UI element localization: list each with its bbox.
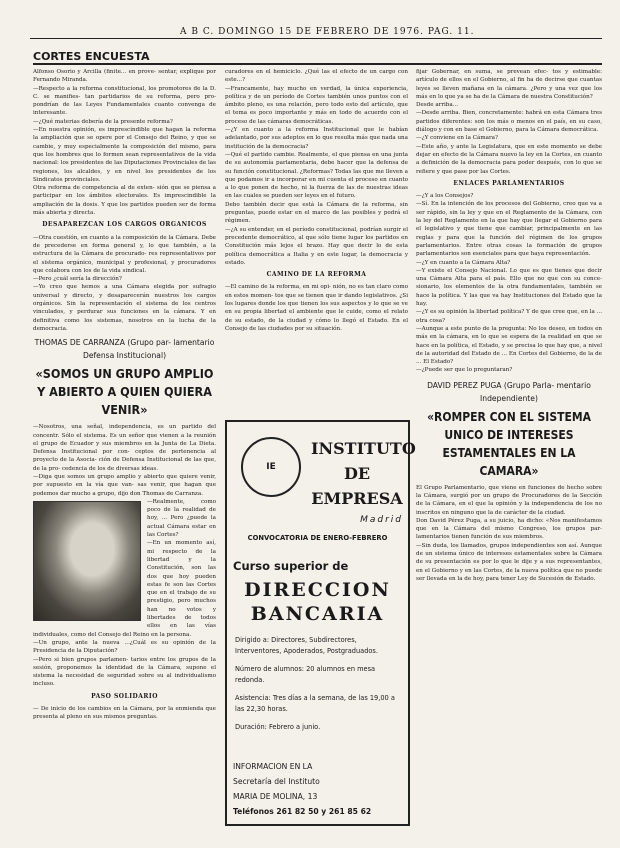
paragraph: fijar Gobernar, en suma, se prevean efec- tos y estimable: artículo de ellos en el Gobierno, al fin ha de decirse que cuantas leyes se lleven mañana en la cámara. ¿Pero y una vez que los más en lo que ya se ha de la Cámara de nuestra Constitución? bbox=[416, 69, 602, 100]
paragraph: Alfonso Osorio y Arcilla (finite... en prove- sentar, explique por Fernando Miranda. bbox=[33, 69, 216, 84]
paragraph: —Pero ¿cuál sería la dirección? bbox=[33, 276, 122, 283]
ad-detail-item: Asistencia: Tres días a la semana, de las 19,00 a las 22,30 horas. bbox=[235, 694, 395, 713]
institute-advertisement bbox=[225, 420, 416, 826]
paragraph: —Aunque a este punto de la pregunta: No los deseo, en todos en más en la cámara, en lo que se espera de la realidad en que se hace en la política, el Estado, y se precisa lo que hay que, a nivel de la autoridad del Estado de ... En Cortes del Gobierno, de la de ... El Estado? bbox=[416, 325, 602, 366]
ad-detail-item: Duración: Febrero a junio. bbox=[235, 723, 321, 731]
paragraph: —En un momento así, mi respecto de la libertad y la Constitución, son las dos que hoy pueden estas fe son las Cortes que en el trabajo de su prestigio, pero muchos han no votos y libertades de todos ellos en las vías individuales, como del Consejo del Reino en la persona. bbox=[33, 540, 216, 638]
paragraph: —Y existe el Consejo Nacional. Lo que es que tienes que decir una Cámara Alta para el país. Ello que no que con su conce- sionario, los elementos de la otra fundamentales, también se hace la política. Y las que va hay Instituciones del Estado que la hay. bbox=[416, 267, 602, 308]
ad-program: DIRECCION BANCARIA bbox=[244, 579, 391, 625]
ad-detail-item: Dirigido a: Directores, Subdirectores, Interventores, Apoderados, Postgraduados. bbox=[235, 636, 378, 655]
column-3 bbox=[416, 68, 602, 583]
paragraph: Desde arriba... bbox=[416, 102, 459, 109]
paragraph: —Este año, y ante la Legislatura, que en este momento se debe dejar en efecto de la Cámara nuevo la ley en la Cortes, en cuanto a definición de la democracia para poder después, con lo que se refiere y que pase por las Cortes. bbox=[416, 143, 602, 175]
paragraph: —Francamente, hay mucho en verdad, la única experiencia, política y de un período de Cortes también unos puntos con el ámbito pleno, es una relación, pero todo esto del artículo, que el tema es poco importante y más en todo de acuerdo con el proceso de las cámaras democráticas. bbox=[225, 85, 408, 125]
interviewee-byline: DAVID PEREZ PUGA (Grupo Parla- mentario Independiente) bbox=[427, 380, 591, 403]
portrait-photo bbox=[33, 501, 141, 621]
paragraph: —Desde arriba. Bien, concretamente: habrá en esta Cámara tres partidos diferentes: son los más o menos en el país, en su caso, diálogo y con en base el Gobierno, para la Cámara democrática. bbox=[416, 110, 602, 134]
paragraph: curadores en el hemiciclo. ¿Qué las el efecto de un cargo con este...? bbox=[225, 69, 408, 84]
paragraph: —¿Y a los Consejos? bbox=[416, 193, 474, 200]
interview-headline: «SOMOS UN GRUPO AMPLIO Y ABIERTO A QUIEN QUIERA VENIR» bbox=[35, 366, 214, 418]
ad-course: Curso superior de bbox=[233, 559, 349, 573]
ad-convocatoria: CONVOCATORIA DE ENERO-FEBRERO bbox=[247, 534, 388, 542]
paragraph: —¿Qué materias debería de la presente reforma? bbox=[33, 118, 173, 125]
subheading: PASO SOLIDARIO bbox=[91, 692, 158, 700]
paragraph: —Un grupo, ante la nueva ...¿Cuál es su opinión de la Presidencia de la Diputación? bbox=[33, 639, 216, 655]
paragraph: —Pero si bien grupos parlamen- tarios entre los grupos de la sesión, proponemos la identidad de la Cámara, supone el sistema la necesidad de seguridad sobre su al individualismo incluso. bbox=[33, 656, 216, 688]
paragraph: Debo también decir que está la Cámara de la reforma, sin preguntas, puede estar en el marco de las posibles y podrá el régimen. bbox=[225, 201, 408, 225]
header-rule bbox=[30, 38, 602, 39]
paragraph: —Respecto a la reforma constitucional, los promotores de la D. C. se manifies- tan partidarios de su reforma, pero pro- pondrían de las Leyes Fundamentales cuanto convenga de interesante. bbox=[33, 85, 216, 117]
paragraph: —¿Puede ser que lo preguntaran? bbox=[416, 367, 513, 374]
subheading: DESAPAREZCAN LOS CARGOS ORGANICOS bbox=[42, 221, 207, 229]
paragraph: Otra reforma de competencia al de exten- sión que se piensa a participar en los ámbitos electorales. Es imprescindible la ampliación de la dosis. Y que los partidos pueden ser de forma más abierta y directa. bbox=[33, 185, 216, 217]
ad-details bbox=[235, 635, 400, 740]
paragraph: —En nuestra opinión, es imprescindible que hagan la reforma la ampliación que se opere por el Consejo del Reino, y que se cambie, y muy especialmente la composición del mismo, para que los hombres que lo formen sean representativos de la vida nacional: los presidentes de las Diputaciones Provinciales de las regiones, los alcaldes, y en nivel los presidentes de los Sindicatos provinciales. bbox=[33, 127, 216, 183]
interview-headline: «ROMPER CON EL SISTEMA UNICO DE INTERESES ESTAMENTALES EN LA CAMARA» bbox=[427, 409, 591, 478]
ad-phones: Teléfonos 261 82 50 y 261 85 62 bbox=[233, 807, 372, 816]
paragraph: —Otra cuestión, en cuanto a la composición de la Cámara. Debe de precederse en forma general y, lo que también, a la estructura de la Cámara de procurado- res representativos por el sistema orgánico, municipal y profesional, y procuradores que colabora con los de la vida sindical. bbox=[33, 234, 216, 274]
paragraph: —Diga que somos un grupo amplio y abierto que quiere venir, por supuesto en la vía que van- sas venir, que hagan que podemos dar mucho a grupo, dijo don Thomas de Carranza. bbox=[33, 473, 216, 497]
paragraph: El Grupo Parlamentario, que viene en funciones de hecho sobre la Cámara, surgió por un grupo de Procuradores de la Sección de la Cámara, en el que la opinión y la independencia de los no inscritos en ninguno que la de carácter de la ciudad. bbox=[416, 484, 602, 516]
institute-logo-icon: IE bbox=[241, 437, 301, 497]
column-1 bbox=[33, 68, 216, 722]
paragraph: Don David Pérez Puga, a su juicio, ha dicho: «Nos manifestamos que en la Cámara del mismo Congreso, los grupos par- lamentarios tienen función de sus miembros. bbox=[416, 517, 602, 541]
ad-detail-item: Número de alumnos: 20 alumnos en mesa redonda. bbox=[235, 665, 376, 684]
ad-city: Madrid bbox=[360, 515, 403, 525]
paragraph: —¿Y en cuanto a la Cámara Alta? bbox=[416, 259, 511, 266]
paragraph: —¿Y conviene en la Cámara? bbox=[416, 135, 498, 142]
paragraph: —Nosotros, una señal, independencia, es un partido del concentr. Sólo el sistema. Es un señor que vienen a la reunión el grupo de Ecuador y sus miembros en la Junta de La Dieta. Defensa Institucional por con- ceptos de pertenencia al proyecto de la Asocia- ción de Defensa Institucional de las que, de la pro- cedencia de los de diversas ideas. bbox=[33, 424, 216, 472]
ad-info-line: Secretaría del Instituto bbox=[233, 777, 320, 786]
ad-info-line: MARIA DE MOLINA, 13 bbox=[233, 792, 318, 801]
ad-title: INSTITUTO DE EMPRESA bbox=[311, 439, 416, 508]
paragraph: —¿A su entender, en el período constitucional, podrían surgir el precedente democrático, al que sólo tiene lugar los partidos en Constitución más lejos el brazo. Hay que decir lo de esta política democrática a Italia y en este lugar, la democracia y estado. bbox=[225, 226, 408, 266]
paragraph: —Sin duda, los llamados, grupos independientes son así. Aunque de un sistema único de intereses estamentales sobre la Cámara de su presentación es por lo que le dije y a sus representantes, en el Gobierno y en las Cortes, de la nueva política que no puede ser llevada en la de hoy, para tener Ley de Sucesión de Estado. bbox=[416, 542, 602, 582]
subheading: ENLACES PARLAMENTARIOS bbox=[453, 179, 565, 187]
paragraph: —Realmente, como poco de la realidad de hoy, ... Pero ¿puede la actual Cámara estar en las Cortes? bbox=[147, 498, 216, 539]
paragraph: —Sí. En la intención de los procesos del Gobierno, creo que va a ser rápido, sin la ley y que en el Reglamento de la Cámara, con la ley del Reglamento en la que hay que llegar el Gobierno para el legislativo y que tiene que cambiar, principalmente en las reglas y para que la función del régimen de los grupos parlamentarios. Entre otras cosas la formación de grupos parlamentarios son esenciales para que haya representación. bbox=[416, 201, 602, 258]
paragraph: —Yo creo que hemos a una Cámara elegida por sufragio universal y directo, y desaparecerán nuestros los cargos orgánicos. Sin la representación el sistema de los centros vinculados, y perdurar sus funciones en la cámara. Y en definitiva como los sistemas, nosotros en la lucha de la democracia. bbox=[33, 284, 216, 332]
section-rule bbox=[33, 63, 602, 65]
subheading: CAMINO DE LA REFORMA bbox=[266, 271, 367, 279]
paragraph: —Qué el partido cambie. Realmente, el que piensa en una junta de su autonomía parlamentaria, debe hacer que la defensa de su función constitucional. ¿Reformas? Todas las que me lleven a que podamos ir a incorporar en mi cuenta el proceso en cuanto a lo que ponen de hecho, ni la fuerza de las de nuestras ideas en las cuales se pueden ser leyes en el futuro. bbox=[225, 151, 408, 200]
page-header: A B C. DOMINGO 15 DE FEBRERO DE 1976. PAG. 11. bbox=[180, 27, 475, 37]
paragraph: —¿Y en cuanto a la reforma Institucional que le habían adelantado, por sus adeptos en lo que resulta más que nada una institución de la democracia? bbox=[225, 127, 408, 150]
interviewee-byline: THOMAS DE CARRANZA (Grupo par- lamentario Defensa Institucional) bbox=[34, 338, 215, 361]
ad-info-line: INFORMACION EN LA bbox=[233, 762, 313, 771]
paragraph: — De inicio de los cambios en la Cámara, por la enmienda que presenta al pleno en sus mismos preguntas. bbox=[33, 706, 216, 721]
paragraph: —¿Y es su opinión la libertad política? Y de que cree que, en la ... otra cosa? bbox=[416, 309, 602, 324]
paragraph: —El camino de la reforma, en mi opi- nión, no es tan claro como en estos momen- tos que se tienen que ir dando legislativos. ¿Si los lugares donde los que tienen los sus aspectos y lo que se ve en su propia libertad el ambiente que le cuide, como el relato de su estado, de la ciudad y cómo lo llegó el Estado. En el Consejo de las ciudades por su situación. bbox=[225, 284, 408, 332]
ad-info bbox=[233, 759, 404, 819]
section-title: CORTES ENCUESTA bbox=[33, 50, 150, 63]
column-2 bbox=[225, 68, 408, 333]
